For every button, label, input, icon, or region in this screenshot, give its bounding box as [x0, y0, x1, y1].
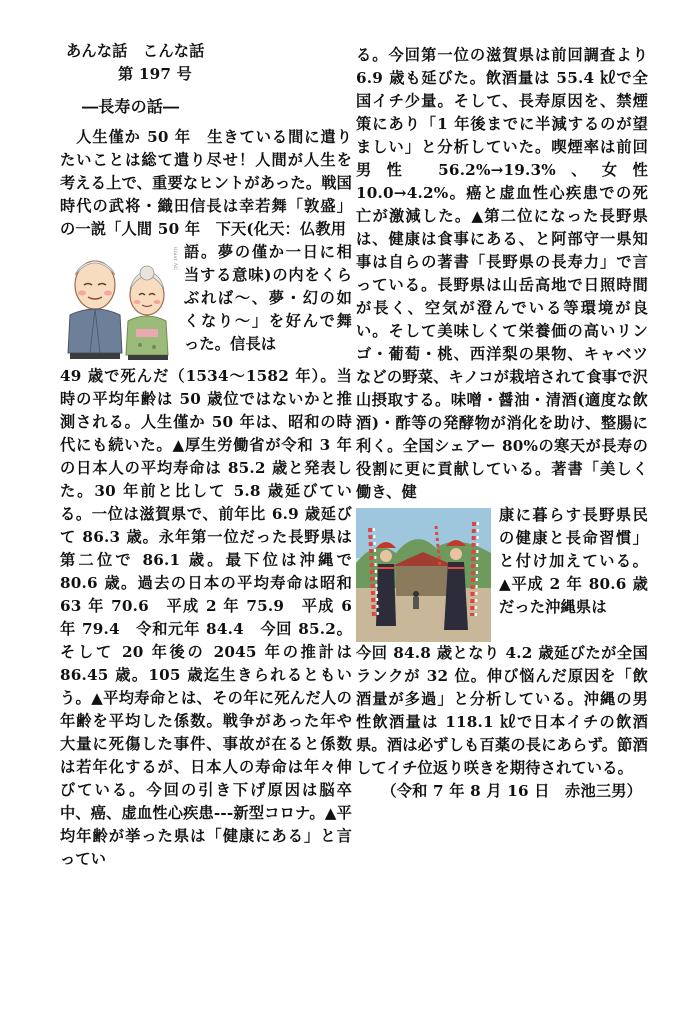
left-paragraph-1: 人生僅か 50 年 生きている間に遣りたいことは総て遣り尽せ！人間が人生を考える上で、重要なヒントがあった。戦国時代の武将・織田信長は幸若舞「敦盛」の一説「人間 50 年 下天(化天：仏教用 — [60, 128, 352, 238]
right-paragraph-2: 康に暮らす長野県民の健康と長命習慣」と付け加えている。▲平成 2 年 80.6 歳だった沖縄県は — [499, 506, 648, 616]
series-title: あんな話 こんな話 — [66, 42, 205, 60]
issue-number: 第 197 号 — [118, 65, 193, 83]
image-credit: illust AC — [172, 247, 178, 271]
right-paragraph-3: 今回 84.8 歳となり 4.2 歳延びたが全国ランクが 32 位。伸び悩んだ原因を「飲酒量が多過」と分析している。沖縄の男性飲酒量は 118.1 ㎘で日本イチの飲酒県。酒は必ずしも百薬の長にあらず。節酒してイチ位返り咲きを期待されている。 — [356, 644, 648, 777]
article-title: ―長寿の話― — [82, 97, 180, 116]
elderly-couple-illustration — [60, 245, 178, 365]
signature: （令和 7 年 8 月 16 日 赤池三男） — [381, 782, 642, 800]
left-paragraph-3: 49 歳で死んだ（1534～1582 年）。当時の平均年齢は 50 歳位ではないかと推測される。人生僅か 50 年は、昭和の時代にも続いた。▲厚生労働省が令和 3 年の日本人の平均寿命は 85.2 歳と発表した。30 年前と比して 5.8 歳延びている。一位は滋賀県で、前年比 6.9 歳延びて 86.3 歳。永年第一位だった長野県は第二位で 86.1 歳。最下位は沖縄で 80.6 歳。過去の日本の平均寿命は昭和 63 年 70.6 平成 2 年 75.9 平成 6 年 79.4 令和元年 84.4 今回 85.2。そして 20 年後の 2045 年の推計は 86.45 歳。105 歳迄生きられるともいう。▲平均寿命とは、その年に死んだ人の年齢を平均した係数。戦争があった年や大量に死傷した事件、事故が在ると係数は若年化するが、日本人の寿命は年々伸びている。今回の引き下げ原因は脳卒中、癌、虚血性心疾患---新型コロナ。▲平均年齢が挙った県は「健康にある」と言ってい — [60, 367, 352, 868]
right-column — [356, 44, 648, 803]
right-paragraph-1: る。今回第一位の滋賀県は前回調査より 6.9 歳も延びた。飲酒量は 55.4 ㎘で全国イチ少量。そして、長寿原因を、禁煙策にあり「1 年後までに半減するのが望ましい」と分析していた。喫煙率は前回男性 56.2%→19.3%、女性 10.0→4.2%。癌と虚血性心疾患での死亡が激減した。▲第二位になった長野県は、健康は食事にある、と阿部守一県知事は自らの著書「長野県の長寿力」で言っている。長野県は山岳高地で日照時間が長く、空気が澄んでいる等環境が良い。そして美味しくて栄養価の高いリンゴ・葡萄・桃、西洋梨の果物、キャベツなどの野菜、キノコが栽培されて食事で沢山摂取する。味噌・醤油・清酒(適度な飲酒)・酢等の発酵物が消化を助け、整腸に利く。全国シェアー 80%の寒天が長寿の役割に更に貢献している。著書「美しく働き、健 — [356, 46, 648, 501]
left-column — [60, 40, 352, 871]
left-paragraph-2: 語。夢の僅か一日に相当する意味)の内をくらぶれば～、夢・幻の如くなり～」を好んで舞った。信長は — [184, 243, 352, 353]
okinawa-dancers-photo — [356, 508, 491, 642]
